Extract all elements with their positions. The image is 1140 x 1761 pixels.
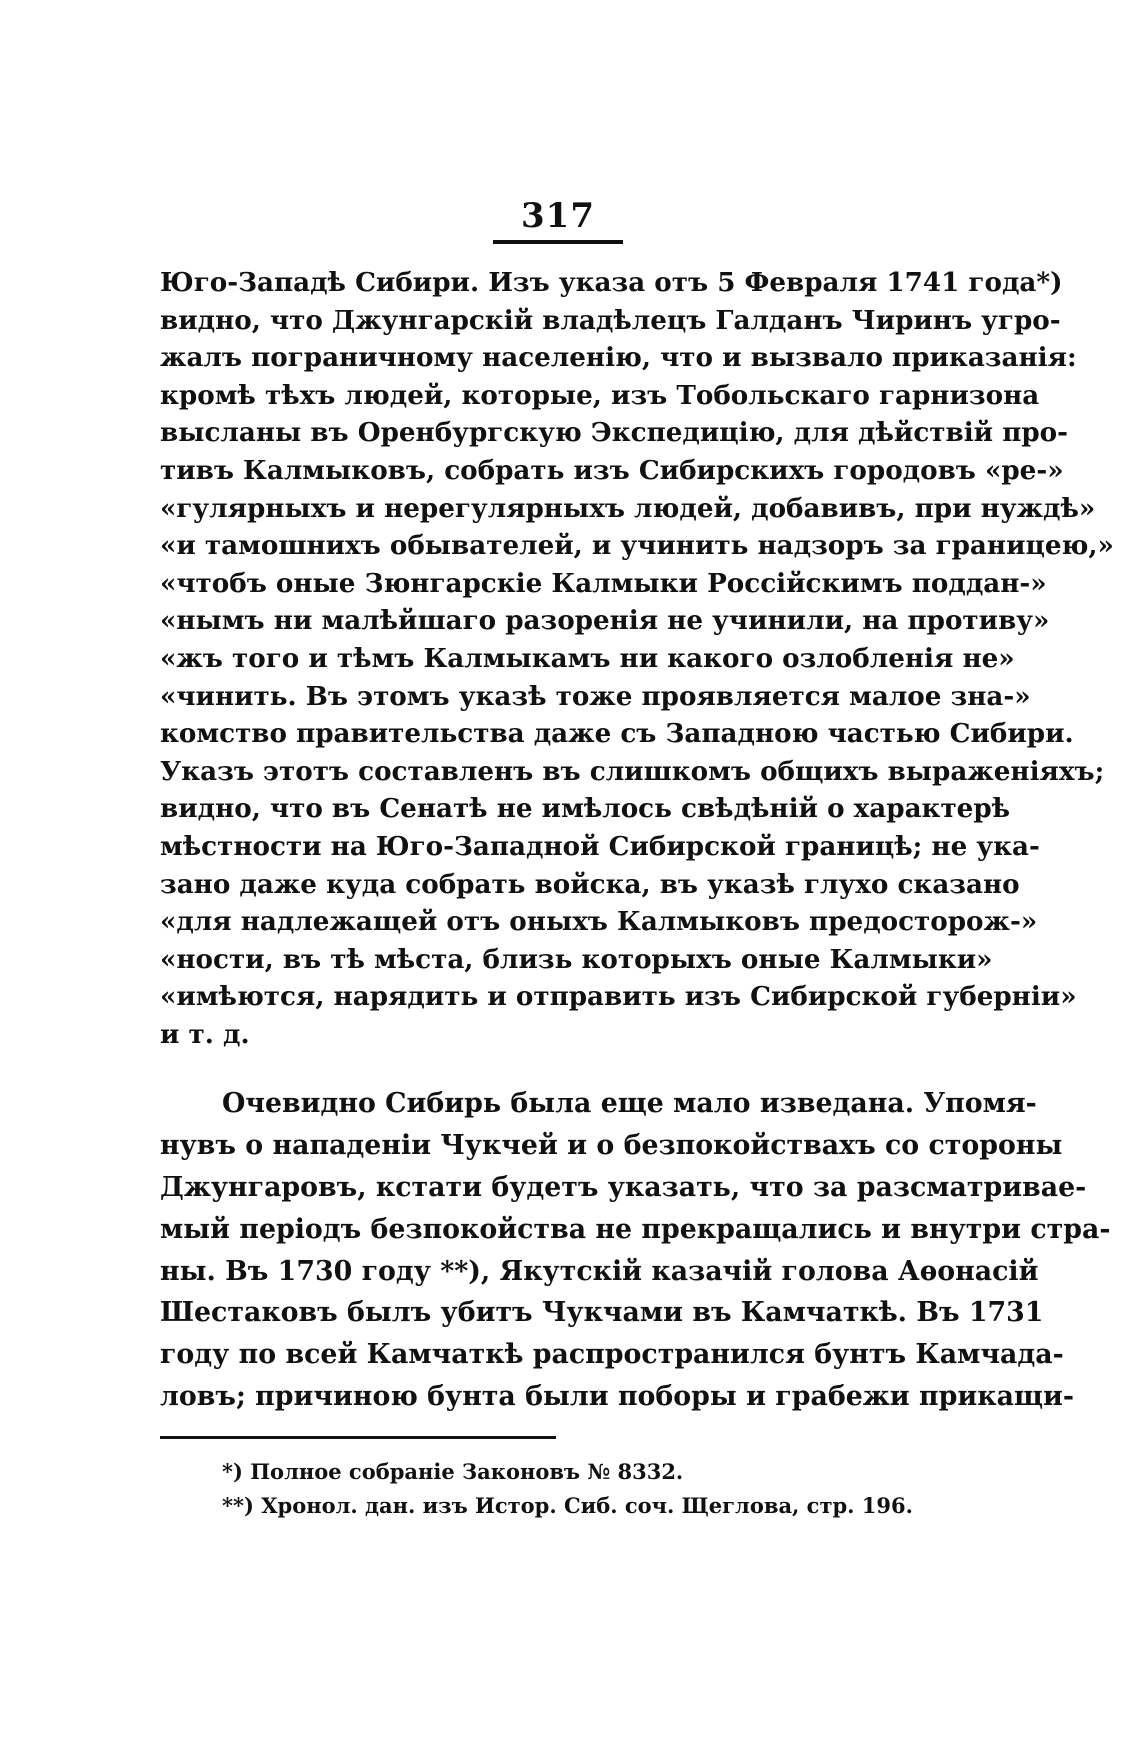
text-line: Шестаковъ былъ убитъ Чукчами въ Камчаткѣ. Въ 1731 — [160, 1297, 1044, 1329]
text-line: «имѣются, нарядить и отправить изъ Сибирской губерніи» — [160, 981, 1077, 1013]
text-line: зано даже куда собрать войска, въ указѣ глухо сказано — [160, 868, 1020, 900]
text-line: «чтобъ оные Зюнгарскіе Калмыки Россійскимъ поддан-» — [160, 567, 1047, 599]
text-line: комство правительства даже съ Западною частью Сибири. — [160, 718, 1074, 750]
text-line: «нымъ ни малѣйшаго разоренія не учинили, на противу» — [160, 605, 1050, 637]
text-line: видно, что Джунгарскій владѣлецъ Галданъ Чиринъ угро- — [160, 304, 1061, 336]
text-line: «чинить. Въ этомъ указѣ тоже проявляется малое зна-» — [160, 680, 1031, 712]
footnote-1: *) Полное собраніе Законовъ № 8332. — [222, 1458, 684, 1484]
footnote-2: **) Хронол. дан. изъ Истор. Сиб. соч. Щеглова, стр. 196. — [222, 1492, 913, 1518]
text-line: Указъ этотъ составленъ въ слишкомъ общихъ выраженіяхъ; — [160, 755, 1105, 787]
text-line: «для надлежащей отъ оныхъ Калмыковъ предосторож-» — [160, 906, 1038, 938]
text-line: ловъ; причиною бунта были поборы и грабежи прикащи- — [160, 1381, 1074, 1413]
footnote-rule — [160, 1436, 556, 1439]
text-line: Очевидно Сибирь была еще мало изведана. Упомя- — [222, 1088, 1037, 1120]
text-line: кромѣ тѣхъ людей, которые, изъ Тобольскаго гарнизона — [160, 379, 1040, 411]
text-line: году по всей Камчаткѣ распространился бунтъ Камчада- — [160, 1339, 1064, 1371]
book-page — [160, 196, 1114, 1523]
header-rule — [493, 240, 623, 244]
paragraph-1 — [160, 264, 1114, 1053]
text-line: жалъ пограничному населенію, что и вызвало приказанія: — [160, 342, 1077, 374]
text-line: и т. д. — [160, 1018, 250, 1050]
text-line: мѣстности на Юго-Западной Сибирской границѣ; не ука- — [160, 830, 1040, 862]
text-line: нувъ о нападеніи Чукчей и о безпокойствахъ со стороны — [160, 1130, 1063, 1162]
text-line: высланы въ Оренбургскую Экспедицію, для дѣйствій про- — [160, 417, 1069, 449]
text-line: ны. Въ 1730 году **), Якутскій казачій голова Аѳонасій — [160, 1255, 1039, 1287]
text-line: мый періодъ безпокойства не прекращались и внутри стра- — [160, 1213, 1111, 1245]
text-line: «жъ того и тѣмъ Калмыкамъ ни какого озлобленія не» — [160, 642, 1015, 674]
paragraph-spacer — [160, 1053, 956, 1083]
text-line: «ности, въ тѣ мѣста, близь которыхъ оные Калмыки» — [160, 943, 993, 975]
text-line: «и тамошнихъ обывателей, и учинить надзоръ за границею,» — [160, 530, 1114, 562]
paragraph-2 — [160, 1083, 1111, 1417]
text-line: видно, что въ Сенатѣ не имѣлось свѣдѣній о характерѣ — [160, 793, 1011, 825]
text-line: Джунгаровъ, кстати будетъ указать, что за разсматривае- — [160, 1172, 1087, 1204]
text-line: Юго-Западѣ Сибири. Изъ указа отъ 5 Февраля 1741 года*) — [160, 267, 1063, 298]
text-line: тивъ Калмыковъ, собрать изъ Сибирскихъ городовъ «ре-» — [160, 454, 1064, 486]
text-line: «гулярныхъ и нерегулярныхъ людей, добавивъ, при нуждѣ» — [160, 492, 1096, 524]
page-number: 317 — [521, 196, 595, 236]
